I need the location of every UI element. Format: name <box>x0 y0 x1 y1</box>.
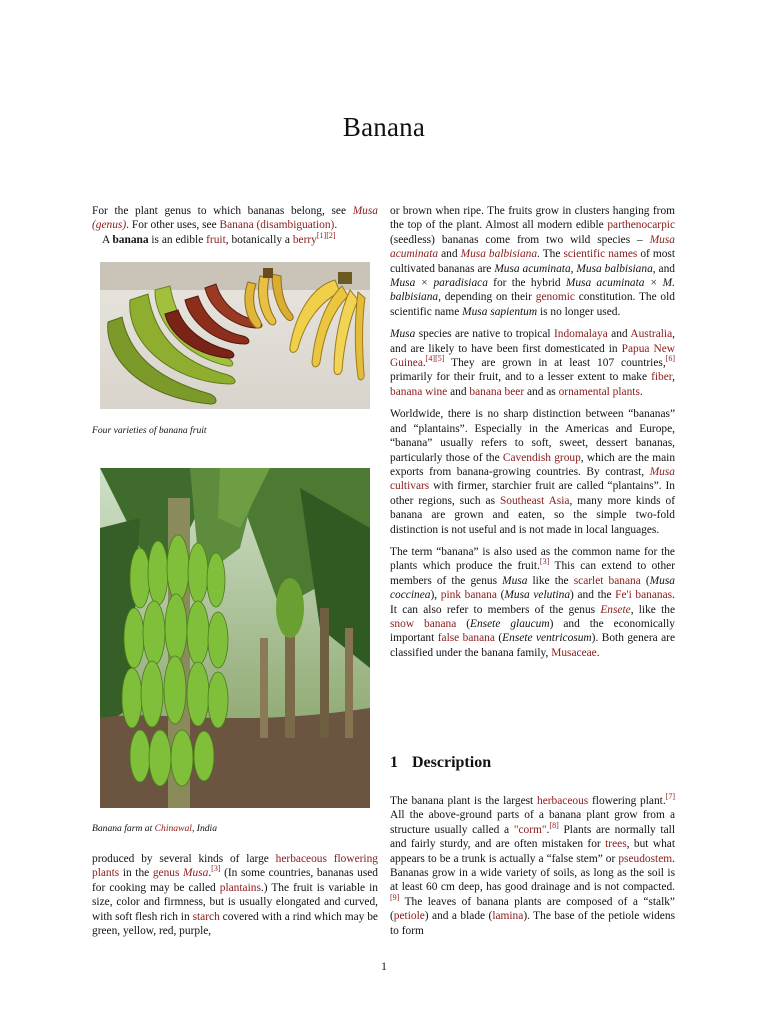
hatnote-text: . For other uses, see <box>126 219 220 232</box>
ref-1-2[interactable]: [1][2] <box>316 231 336 241</box>
body-text: All the above-ground parts of a banana plant grow from a structure usually called a <box>390 809 675 836</box>
body-text: ) and the economically important <box>390 617 675 645</box>
body-text: . <box>422 357 426 370</box>
genomic-link[interactable]: genomic <box>535 291 575 304</box>
hatnote-text: For the plant genus to which bananas belong, see <box>92 205 353 217</box>
body-paragraph <box>390 545 675 660</box>
body-text: . <box>208 867 212 880</box>
hatnote-text: . <box>334 219 338 232</box>
body-text: Worldwide, there is no sharp distinction between “bananas” and “plantains”. Especially in the Americas and Europe, “banana” usually refers to soft, sweet, dessert bananas, particularly those of the <box>390 408 675 464</box>
musa-balbisiana-link[interactable]: Musa balbisiana <box>460 248 538 261</box>
body-text: in the <box>119 867 153 880</box>
italic-text: Musa sapientum <box>462 305 538 318</box>
body-paragraph <box>390 794 675 938</box>
body-text: primarily for their fruit, and to a lesser extent to make <box>390 371 652 384</box>
body-text: ). Both genera are classified under the banana family, <box>390 632 676 659</box>
caption-text: , India <box>191 823 218 834</box>
body-text: for the hybrid <box>487 277 566 290</box>
italic-text: Ensete ventricosum <box>502 632 592 645</box>
musa-acuminata-link[interactable]: Musa acuminata <box>390 233 675 261</box>
indomalaya-link[interactable]: Indomalaya <box>553 328 608 341</box>
body-text: The leaves of banana plants are composed of a “stalk” ( <box>390 895 675 923</box>
body-text: , <box>672 371 675 384</box>
italic-text: Musa <box>502 574 528 587</box>
body-text: . The <box>537 248 564 261</box>
section-title: Description <box>412 754 492 771</box>
body-text: . <box>596 646 600 659</box>
banana-varieties-illustration <box>100 262 370 409</box>
italic-text: Musa coccinea <box>390 574 675 602</box>
body-paragraph <box>92 852 378 938</box>
body-text: . Bananas grow in a wide variety of soils, as long as the soil is at least 60 cm deep, has good drainage and is not compacted. <box>390 852 675 894</box>
musaceae-link[interactable]: Musaceae <box>551 646 597 659</box>
body-text: and <box>607 328 631 341</box>
banana-beer-link[interactable]: banana beer <box>469 385 525 398</box>
corm-link[interactable]: "corm" <box>513 823 547 836</box>
body-text: . <box>639 385 643 398</box>
cavendish-group-link[interactable]: Cavendish group <box>502 451 581 464</box>
right-column <box>390 204 675 660</box>
figure-caption: Four varieties of banana fruit <box>92 425 207 436</box>
body-text: (In some countries, bananas used for cooking may be called <box>92 867 378 894</box>
starch-link[interactable]: starch <box>192 910 220 923</box>
italic-text: Musa <box>390 328 416 341</box>
ref-9[interactable]: [9] <box>390 893 400 903</box>
ornamental-plants-link[interactable]: ornamental plants <box>558 385 640 398</box>
body-text: ). The base of the petiole widens to form <box>390 910 675 937</box>
body-text: ( <box>456 617 471 630</box>
banana-disambiguation-link[interactable]: Banana (disambiguation) <box>219 219 335 232</box>
ref-3[interactable]: [3] <box>211 864 221 874</box>
body-text: or brown when ripe. The fruits grow in clusters hanging from the top of the plant. Almost all modern edible <box>390 205 675 232</box>
italic-text: Musa velutina <box>504 589 571 602</box>
false-banana-link[interactable]: false banana <box>437 632 495 645</box>
caption-text: Banana farm at <box>92 823 155 834</box>
body-text: ( <box>640 574 650 587</box>
australia-link[interactable]: Australia <box>630 328 673 341</box>
body-text: like the <box>527 574 574 587</box>
body-paragraph <box>390 327 675 399</box>
body-text: ) and a blade ( <box>424 910 493 923</box>
lead-text: A <box>102 233 113 246</box>
body-paragraph <box>390 407 675 537</box>
body-text: The banana plant is the largest <box>390 795 537 807</box>
body-text: covered with a rind which may be green, yellow, red, purple, <box>92 910 378 938</box>
body-text: , and <box>652 262 676 275</box>
scientific-names-link[interactable]: scientific names <box>563 248 638 261</box>
body-text: and <box>447 385 470 398</box>
musa-link[interactable]: Musa <box>183 867 209 880</box>
body-text: , and are likely to have been first domesticated in <box>390 328 676 355</box>
body-text: constitution. The old scientific name <box>390 291 675 318</box>
lead-text: is an edible <box>148 233 207 246</box>
body-text: . It can also refer to members of the genus <box>390 589 675 616</box>
ref-3[interactable]: [3] <box>539 557 550 567</box>
body-text: and <box>438 248 461 261</box>
scarlet-banana-link[interactable]: scarlet banana <box>573 574 641 587</box>
ref-7[interactable]: [7] <box>665 792 675 802</box>
figure-caption <box>92 823 217 834</box>
southeast-asia-link[interactable]: Southeast Asia <box>499 494 570 507</box>
cultivars-link[interactable]: cultivars <box>390 480 430 493</box>
banana-farm-image <box>100 468 370 808</box>
papua-new-guinea-link[interactable]: Papua New Guinea <box>390 342 675 370</box>
body-text: They are grown in at least 107 countries, <box>444 357 666 370</box>
body-text: , like the <box>630 603 675 616</box>
genus-link[interactable]: genus <box>152 867 180 880</box>
berry-link[interactable]: berry <box>292 233 317 246</box>
body-text: The term “banana” is also used as the common name for the plants which produce the fruit. <box>390 545 675 573</box>
trees-link[interactable]: trees <box>605 838 627 851</box>
body-text: This can extend to other members of the genus <box>390 560 675 587</box>
hatnote <box>92 204 378 233</box>
ref-6[interactable]: [6] <box>665 354 675 364</box>
body-text: ) and the <box>570 589 616 602</box>
page-title: Banana <box>342 112 426 142</box>
body-text: , many more kinds of banana are grown and eaten, so the simple two-fold distinction is not useful and is not made in local languages. <box>390 494 675 536</box>
body-text: .) The fruit is variable in size, color and firmness, but is usually elongated and curved, with soft flesh rich in <box>92 881 378 923</box>
body-text: , depending on their <box>438 291 536 304</box>
petiole-link[interactable]: petiole <box>393 910 425 923</box>
description-column <box>390 794 675 938</box>
italic-text: Musa acuminata × M. balbisiana <box>390 277 676 304</box>
left-column-continuation <box>92 852 378 938</box>
banana-wine-link[interactable]: banana wine <box>390 385 448 398</box>
chinawal-link[interactable]: Chinawal <box>154 823 192 834</box>
ensete-link[interactable]: Ensete <box>600 603 631 616</box>
ref-4-5[interactable]: [4][5] <box>425 354 445 364</box>
italic-text: Musa acuminata, Musa balbisiana <box>494 262 653 275</box>
italic-text: Musa × paradisiaca <box>390 277 488 290</box>
body-text: and as <box>524 385 559 398</box>
body-text: is no longer used. <box>537 305 621 318</box>
left-column <box>92 204 378 244</box>
body-text: produced by several kinds of large <box>92 853 276 865</box>
musa-link[interactable]: Musa <box>649 465 675 478</box>
plantains-link[interactable]: plantains <box>219 881 261 894</box>
lead-text: , botanically a <box>225 233 293 246</box>
section-heading-description <box>390 754 491 772</box>
body-text: , which are the main exports from banana-growing countries. By contrast, <box>390 451 676 478</box>
body-text: Plants are normally tall and fairly sturdy, and are often mistaken for <box>390 823 675 851</box>
body-text: ( <box>494 632 503 645</box>
body-text: . <box>546 823 550 836</box>
fei-bananas-link[interactable]: Fe'i bananas <box>615 589 673 602</box>
snow-banana-link[interactable]: snow banana <box>390 617 457 630</box>
lead-bold: banana <box>112 233 149 246</box>
herbaceous-link[interactable]: herbaceous <box>537 795 589 807</box>
musa-genus-link[interactable]: Musa (genus) <box>92 205 378 232</box>
lamina-link[interactable]: lamina <box>492 910 524 923</box>
page-number: 1 <box>381 961 387 973</box>
ref-8[interactable]: [8] <box>549 821 559 831</box>
body-paragraph <box>390 204 675 319</box>
pink-banana-link[interactable]: pink banana <box>440 589 497 602</box>
banana-farm-illustration <box>100 468 370 808</box>
body-text: ), <box>430 589 441 602</box>
body-text: , but what appears to be a trunk is actually a “false stem” or <box>390 838 675 865</box>
fruit-link[interactable]: fruit <box>206 233 226 246</box>
lead-paragraph <box>92 233 378 247</box>
body-text: (seedless) bananas come from two wild species – <box>390 233 650 246</box>
body-text: ( <box>496 589 505 602</box>
italic-text: Ensete glaucum <box>470 617 550 630</box>
body-text: species are native to tropical <box>415 328 554 341</box>
body-text: with firmer, starchier fruit are called “plantains”. In other regions, such as <box>390 480 675 507</box>
banana-varieties-image <box>100 262 370 409</box>
body-text: of most cultivated bananas are <box>390 248 675 275</box>
body-text: flowering plant. <box>588 795 666 807</box>
fiber-link[interactable]: fiber <box>651 371 673 384</box>
parthenocarpic-link[interactable]: parthenocarpic <box>607 219 675 232</box>
herbaceous-flowering-plants-link[interactable]: herbaceous flowering plants <box>92 853 378 880</box>
pseudostem-link[interactable]: pseudostem <box>618 852 673 865</box>
section-number: 1 <box>390 754 398 771</box>
